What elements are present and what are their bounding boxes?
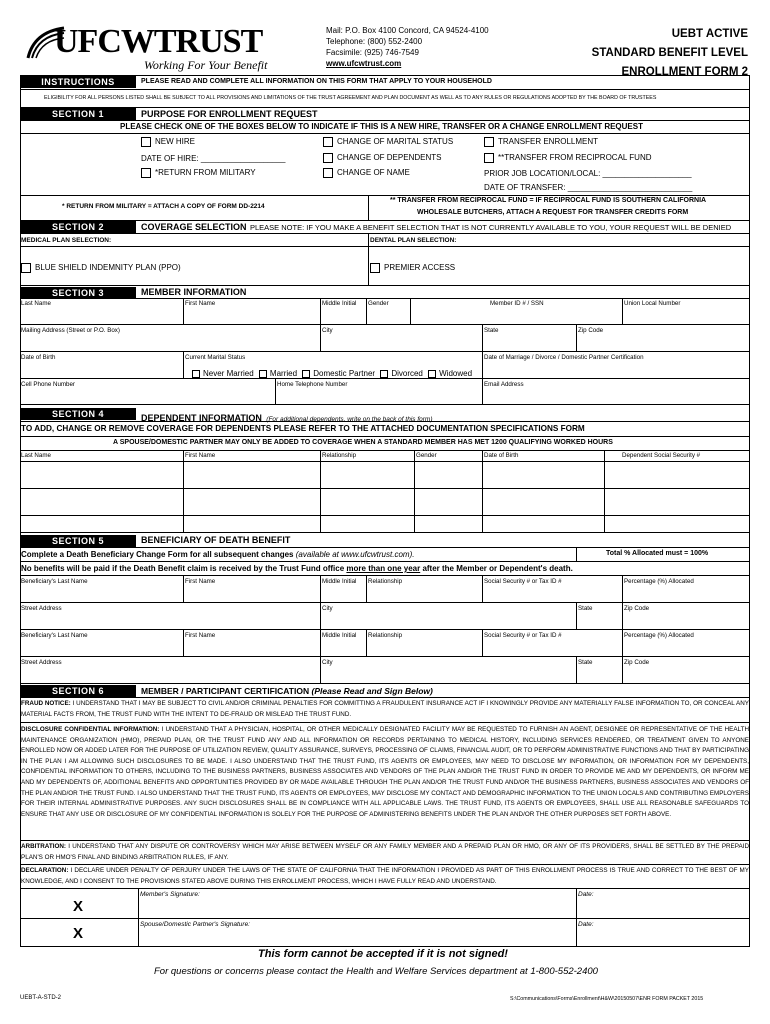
dependent-instruction-2: A SPOUSE/DOMESTIC PARTNER MAY ONLY BE ADDED TO COVERAGE WHEN A STANDARD MEMBER HAS MET 1200 QUALIFYING WORKED HOURS <box>113 439 613 446</box>
total-allocated-note: Total % Allocated must = 100% <box>606 550 709 557</box>
marital-status-label: CHANGE OF MARITAL STATUS <box>337 137 454 147</box>
mailing-address-field[interactable]: Mailing Address (Street or P.O. Box) <box>21 327 120 334</box>
married-checkbox[interactable] <box>259 370 267 378</box>
beneficiary-2-mi-field[interactable]: Middle Initial <box>322 632 357 639</box>
member-last-name-field[interactable]: Last Name <box>21 300 51 307</box>
declaration-heading: DECLARATION: <box>21 867 69 874</box>
blue-shield-option[interactable] <box>21 263 181 273</box>
married-label: Married <box>269 369 298 378</box>
instructions-text: PLEASE READ AND COMPLETE ALL INFORMATION ON THIS FORM THAT APPLY TO YOUR HOUSEHOLD <box>141 78 492 85</box>
website-link[interactable]: www.ufcwtrust.com <box>326 59 402 68</box>
member-signature-x: X <box>73 898 84 915</box>
reciprocal-note-2: WHOLESALE BUTCHERS, ATTACH A REQUEST FOR TRANSFER CREDITS FORM <box>417 209 689 216</box>
section-4-note: (For additional dependents, write on the back of this form) <box>266 416 433 423</box>
beneficiary-change-link: (available at www.ufcwtrust.com). <box>295 550 415 559</box>
section-6-title: MEMBER / PARTICIPANT CERTIFICATION <box>141 686 310 696</box>
fraud-notice <box>21 699 749 720</box>
beneficiary-1-ssn-field[interactable]: Social Security # or Tax ID # <box>484 578 562 585</box>
contact-block <box>326 25 489 69</box>
beneficiary-2-ssn-field[interactable]: Social Security # or Tax ID # <box>484 632 562 639</box>
divorced-checkbox[interactable] <box>380 370 388 378</box>
section-1-label: SECTION 1 <box>20 108 136 120</box>
beneficiary-1-percentage-field[interactable]: Percentage (%) Allocated <box>624 578 694 585</box>
signature-warning: This form cannot be accepted if it is not signed! <box>258 948 508 960</box>
telephone: Telephone: (800) 552-2400 <box>326 37 423 46</box>
dependent-gender-header: Gender <box>416 452 437 459</box>
facsimile: Facsimile: (925) 746-7549 <box>326 48 419 57</box>
blue-shield-checkbox[interactable] <box>21 263 31 273</box>
section-5-title: BENEFICIARY OF DEATH BENEFIT <box>141 535 291 545</box>
section-1-title: PURPOSE FOR ENROLLMENT REQUEST <box>141 109 318 119</box>
beneficiary-1-street-field[interactable]: Street Address <box>21 605 62 612</box>
change-name-label: CHANGE OF NAME <box>337 168 410 178</box>
reciprocal-option[interactable] <box>484 153 652 163</box>
ufcw-trust-logo <box>26 22 276 72</box>
disclosure-text: I UNDERSTAND THAT A PHYSICIAN, HOSPITAL, OR OTHER MEDICALLY DESIGNATED FACILITY MAY BE REQUESTED TO FURNISH AN AGENT, DESIGNEE OR REPRESENTATIVE OF THE HEALTH MAINTENANCE ORGANIZATION (HMO), PREPAID PLAN, OR THE TRUST FUND ANY AND ALL INFORMATION OR RECORDS PERTAINING TO MEDICAL HISTORY, INCLUDING SERVICES RENDERED, OR TREATMENT GIVEN TO ANYONE ENROLLED NOW OR ADDED LATER FOR THE PURPOSE OF UTILIZATION REVIEW, QUALITY ASSURANCE, SURVEYS, PROCESSING OF CLAIMS, FINANCIAL AUDIT, OR TO PERFORM ADMINISTRATIVE FUNCTIONS AND THAT BY PARTICIPATING IN THE PLAN I AM ALLOWING SUCH DISCLOSURES TO BE MADE. I ALSO UNDERSTAND THAT THE TRUST FUND, ITS AGENTS OR EMPLOYEES, MAY NEED TO DISCLOSE MY INFORMATION, OR INFORMATION FOR MY DEPENDENTS, CONFIDENTIAL INFORMATION TO OTHERS, INCLUDING TO THE BUSINESS PARTNERS, BUSINESS ASSOCIATES AND VENDORS OF THE PLAN AND/OR THE TRUST FUND IN ORDER TO PROVIDE ME AND MY DEPENDENTS, OR INFORM ME AND MY DEPENDENTS OF, ADDITIONAL BENEFITS AND OPPORTUNITIES PROVIDED BY OR MADE AVAILABLE THROUGH THE PLAN AND/OR THE TRUST FUND AND/OR THE BUSINESS PARTNERS, BUSINESS ASSOCIATES AND VENDORS OF THE PLAN AND/OR THE TRUST FUND. I ALSO UNDERSTAND THAT THE TRUST FUND, ITS AGENTS OR EMPLOYEES, MAY DISCLOSE MY CONTACT AND DEMOGRAPHIC INFORMATION TO THE UNION LOCALS AND CONTRIBUTING EMPLOYERS FOR THEIR INTERNAL ADMINISTRATIVE PURPOSES. ANY SUCH DISCLOSURES SHALL BE IN COMPLIANCE WITH ALL APPLICABLE LAWS. THE TRUST FUND, ITS AGENTS OR EMPLOYEES, SHALL USE ALL REASONABLE SAFEGUARDS TO ENSURE THAT ANY USE OR DISCLOSURE OF MY CONFIDENTIAL INFORMATION IS SOLELY FOR THE PURPOSE OF ADMINISTERING BENEFITS UNDER THE PLAN AND/OR THE OTHER PURPOSES SET FORTH ABOVE. <box>21 726 749 818</box>
new-hire-checkbox[interactable] <box>141 137 151 147</box>
disclosure-heading: DISCLOSURE CONFIDENTIAL INFORMATION: <box>21 726 160 733</box>
reciprocal-note-1: ** TRANSFER FROM RECIPROCAL FUND = IF RECIPROCAL FUND IS SOUTHERN CALIFORNIA <box>390 197 707 204</box>
dependents-checkbox[interactable] <box>323 153 333 163</box>
arbitration-text: I UNDERSTAND THAT ANY DISPUTE OR CONTROVERSY WHICH MAY ARISE BETWEEN MYSELF OR ANY FAMILY MEMBER AND A PREPAID PLAN OR HMO, OR ANY OF ITS PROVIDERS, SHALL BE SETTLED BY THE PREPAID PLAN'S OR HMO'S FINAL AND BINDING ARBITRATION RULES, IF ANY. <box>21 843 749 861</box>
section-1-instruction: PLEASE CHECK ONE OF THE BOXES BELOW TO INDICATE IF THIS IS A NEW HIRE, TRANSFER OR A CHANGE ENROLLMENT REQUEST <box>120 122 643 131</box>
section-3-label: SECTION 3 <box>20 287 136 299</box>
never-married-checkbox[interactable] <box>192 370 200 378</box>
member-date-field[interactable]: Date: <box>578 891 594 898</box>
widowed-label: Widowed <box>439 369 473 378</box>
section-5-label: SECTION 5 <box>20 535 136 547</box>
declaration-notice <box>21 866 749 887</box>
warning-part-1: No benefits will be paid if the Death Benefit claim is received by the Trust Fund office <box>21 564 347 573</box>
return-military-checkbox[interactable] <box>141 168 151 178</box>
reciprocal-label: **TRANSFER FROM RECIPROCAL FUND <box>498 153 652 163</box>
dependents-option[interactable] <box>323 153 441 163</box>
section-4-label: SECTION 4 <box>20 408 136 420</box>
section-2-label: SECTION 2 <box>20 221 136 233</box>
title-line-2: STANDARD BENEFIT LEVEL <box>591 47 748 59</box>
eligibility-text: ELIGIBILITY FOR ALL PERSONS LISTED SHALL BE SUBJECT TO ALL PROVISIONS AND LIMITATIONS OF THE TRUST AGREEMENT AND PLAN DOCUMENT AS WELL AS TO ANY RULES OR REGULATIONS ADOPTED BY THE BOARD OF TRUSTEES <box>44 95 657 101</box>
member-city-field[interactable]: City <box>322 327 333 334</box>
logo-text: UFCWTRUST <box>54 23 263 60</box>
change-name-checkbox[interactable] <box>323 168 333 178</box>
widowed-checkbox[interactable] <box>428 370 436 378</box>
member-dob-field[interactable]: Date of Birth <box>21 354 56 361</box>
military-note: * RETURN FROM MILITARY = ATTACH A COPY OF FORM DD-2214 <box>62 203 265 210</box>
disclosure-notice <box>21 725 749 820</box>
beneficiary-2-state-field[interactable]: State <box>578 659 593 666</box>
beneficiary-1-mi-field[interactable]: Middle Initial <box>322 578 357 585</box>
date-of-hire-field[interactable]: DATE OF HIRE: ___________________ <box>141 154 286 163</box>
marital-status-checkbox[interactable] <box>323 137 333 147</box>
blue-shield-label: BLUE SHIELD INDEMNITY PLAN (PPO) <box>35 263 181 273</box>
dependent-relationship-header: Relationship <box>322 452 357 459</box>
dependent-last-name-header: Last Name <box>21 452 51 459</box>
section-2-note: PLEASE NOTE: IF YOU MAKE A BENEFIT SELECTION THAT IS NOT CURRENTLY AVAILABLE TO YOU, YOUR REQUEST WILL BE DENIED <box>250 223 732 232</box>
member-first-name-field[interactable]: First Name <box>185 300 216 307</box>
dental-plan-label: DENTAL PLAN SELECTION: <box>370 237 457 244</box>
warning-part-3: after the Member or Dependent's death. <box>420 564 573 573</box>
date-of-marriage-field[interactable]: Date of Marriage / Divorce / Domestic Partner Certification <box>484 354 644 361</box>
declaration-text: I DECLARE UNDER PENALTY OF PERJURY UNDER THE LAWS OF THE STATE OF CALIFORNIA THAT THE INFORMATION I PROVIDED AS PART OF THIS ENROLLMENT PROCESS IS TRUE AND CORRECT TO THE BEST OF MY KNOWLEDGE, AND I CONSENT TO THE PROVISIONS STATED ABOVE DURING THIS ENROLLMENT PROCESS, WHICH I HAVE FULLY READ AND UNDERSTAND. <box>21 867 749 885</box>
dependents-label: CHANGE OF DEPENDENTS <box>337 153 442 163</box>
spouse-signature-field[interactable]: Spouse/Domestic Partner's Signature: <box>140 921 250 928</box>
dependent-ssn-header: Dependent Social Security # <box>622 452 701 459</box>
spouse-signature-x: X <box>73 925 84 942</box>
beneficiary-1-first-name-field[interactable]: First Name <box>185 578 216 585</box>
member-id-field[interactable]: Member ID # / SSN <box>490 300 544 307</box>
instructions-label: INSTRUCTIONS <box>20 76 136 88</box>
arbitration-notice <box>21 842 749 863</box>
member-signature-field[interactable]: Member's Signature: <box>140 891 200 898</box>
beneficiary-2-city-field[interactable]: City <box>322 659 333 666</box>
beneficiary-1-last-name-field[interactable]: Beneficiary's Last Name <box>21 578 88 585</box>
beneficiary-2-relationship-field[interactable]: Relationship <box>368 632 403 639</box>
beneficiary-1-zip-field[interactable]: Zip Code <box>624 605 650 612</box>
dependent-instruction-1: TO ADD, CHANGE OR REMOVE COVERAGE FOR DEPENDENTS PLEASE REFER TO THE ATTACHED DOCUMENTATION SPECIFICATIONS FORM <box>21 424 585 433</box>
mail-address: Mail: P.O. Box 4100 Concord, CA 94524-4100 <box>326 26 489 35</box>
new-hire-label: NEW HIRE <box>155 137 195 147</box>
section-6-note: (Please Read and Sign Below) <box>311 686 433 696</box>
date-of-transfer-field[interactable]: DATE OF TRANSFER: ____________________________ <box>484 183 693 192</box>
beneficiary-change-note <box>21 550 414 559</box>
logo-tagline: Working For Your Benefit <box>144 58 268 72</box>
new-hire-option[interactable] <box>141 137 195 147</box>
return-military-option[interactable] <box>141 168 256 178</box>
premier-access-checkbox[interactable] <box>370 263 380 273</box>
marital-status-options <box>192 369 472 378</box>
never-married-label: Never Married <box>203 369 254 378</box>
contact-info: For questions or concerns please contact the Health and Welfare Services department at 1-800-552-2400 <box>154 966 598 977</box>
premier-access-option[interactable] <box>370 263 455 273</box>
beneficiary-change-text: Complete a Death Beneficiary Change Form for all subsequent changes <box>21 550 294 559</box>
file-path: S:\Communications\Forms\Enrollment\H&W\20150507\ENR FORM PACKET 2015 <box>510 996 704 1002</box>
member-middle-initial-field[interactable]: Middle Initial <box>322 300 357 307</box>
section-4-title: DEPENDENT INFORMATION <box>141 413 262 423</box>
transfer-label: TRANSFER ENROLLMENT <box>498 137 599 147</box>
member-state-field[interactable]: State <box>484 327 499 334</box>
beneficiary-2-zip-field[interactable]: Zip Code <box>624 659 650 666</box>
dependent-first-name-header: First Name <box>185 452 216 459</box>
beneficiary-2-percentage-field[interactable]: Percentage (%) Allocated <box>624 632 694 639</box>
spouse-date-field[interactable]: Date: <box>578 921 594 928</box>
union-local-field[interactable]: Union Local Number <box>624 300 681 307</box>
death-benefit-warning <box>21 564 573 573</box>
return-military-label: *RETURN FROM MILITARY <box>155 168 256 178</box>
title-line-3: ENROLLMENT FORM 2 <box>621 66 748 78</box>
section-6-label: SECTION 6 <box>20 685 136 697</box>
cell-phone-field[interactable]: Cell Phone Number <box>21 381 75 388</box>
prior-job-field[interactable]: PRIOR JOB LOCATION/LOCAL: ____________________ <box>484 169 692 178</box>
section-2-title: COVERAGE SELECTION <box>141 222 247 232</box>
section-6-title-row <box>141 686 433 696</box>
form-code: UEBT-A-STD-2 <box>20 995 62 1001</box>
beneficiary-2-first-name-field[interactable]: First Name <box>185 632 216 639</box>
title-line-1: UEBT ACTIVE <box>671 28 748 40</box>
member-gender-field[interactable]: Gender <box>368 300 389 307</box>
change-name-option[interactable] <box>323 168 410 178</box>
domestic-partner-checkbox[interactable] <box>302 370 310 378</box>
warning-part-2: more than one year <box>346 564 421 573</box>
email-field[interactable]: Email Address <box>484 381 524 388</box>
home-phone-field[interactable]: Home Telephone Number <box>277 381 348 388</box>
beneficiary-1-city-field[interactable]: City <box>322 605 333 612</box>
divorced-label: Divorced <box>391 369 423 378</box>
beneficiary-1-state-field[interactable]: State <box>578 605 593 612</box>
fraud-notice-heading: FRAUD NOTICE: <box>21 700 71 707</box>
reciprocal-checkbox[interactable] <box>484 153 494 163</box>
arbitration-heading: ARBITRATION: <box>21 843 67 850</box>
current-marital-status-label: Current Marital Status <box>185 354 246 361</box>
form-title <box>592 25 748 82</box>
marital-status-option[interactable] <box>323 137 453 147</box>
beneficiary-2-street-field[interactable]: Street Address <box>21 659 62 666</box>
medical-plan-label: MEDICAL PLAN SELECTION: <box>21 237 112 244</box>
beneficiary-2-last-name-field[interactable]: Beneficiary's Last Name <box>21 632 88 639</box>
transfer-option[interactable] <box>484 137 598 147</box>
dependent-dob-header: Date of Birth <box>484 452 519 459</box>
premier-access-label: PREMIER ACCESS <box>384 263 456 273</box>
section-3-title: MEMBER INFORMATION <box>141 287 247 297</box>
beneficiary-1-relationship-field[interactable]: Relationship <box>368 578 403 585</box>
member-zip-field[interactable]: Zip Code <box>578 327 604 334</box>
fraud-notice-text: I UNDERSTAND THAT I MAY BE SUBJECT TO CIVIL AND/OR CRIMINAL PENALTIES FOR COMMITTING A FRAUDULENT INSURANCE ACT IF I KNOWINGLY PROVIDE ANY MATERIALLY FALSE INFORMATION TO, OR CONCEAL ANY MATERIAL FACTS FROM, THE TRUST FUND WITH THE INTENT TO DE-FRAUD OR MISLEAD THE TRUST FUND. <box>21 700 749 718</box>
domestic-partner-label: Domestic Partner <box>313 369 376 378</box>
transfer-checkbox[interactable] <box>484 137 494 147</box>
